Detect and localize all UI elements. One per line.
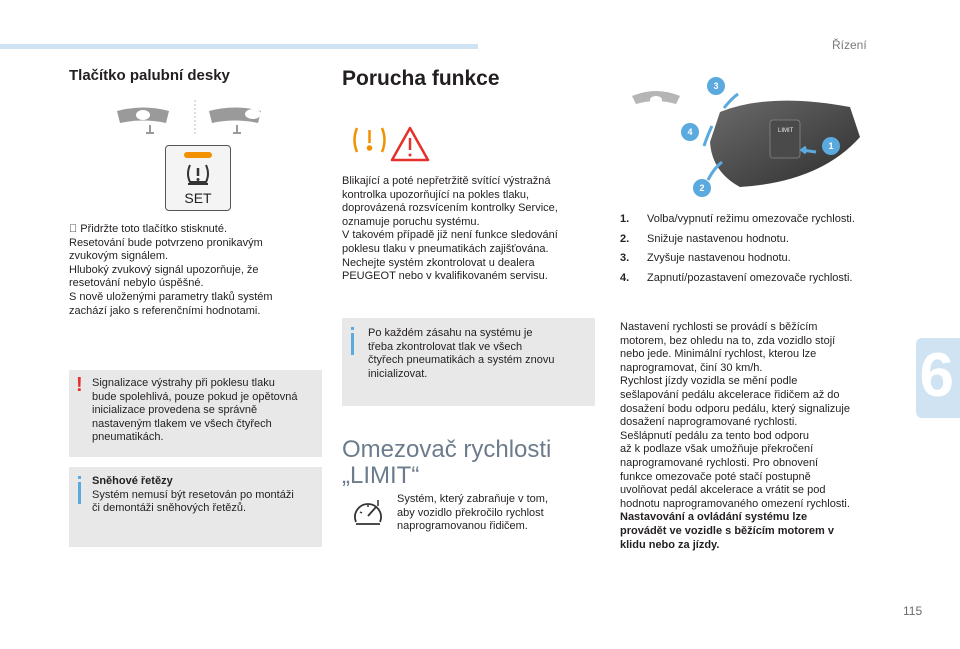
instruction-line: zvukovým signálem. (69, 250, 169, 263)
reinit-line: čtyřech pneumatikách a systém znovu (368, 354, 555, 367)
setting-line: naprogramovat, činí 30 km/h. (620, 361, 763, 374)
tire-pressure-warning-icon (184, 162, 212, 186)
legend-number: 4. (620, 271, 630, 284)
snow-chains-title: Sněhové řetězy (92, 475, 173, 487)
malfunction-line: kontrolka upozorňující na pokles tlaku, (342, 188, 530, 201)
setting-bold-line: provádět ve vozidle s běžícím motorem v (620, 524, 834, 537)
setting-bold-line: klidu nebo za jízdy. (620, 538, 720, 551)
legend-number: 2. (620, 232, 630, 245)
limiter-stalk-illustration (620, 72, 875, 207)
speed-limiter-title (342, 437, 562, 489)
arrow-2-icon (708, 162, 722, 180)
legend-number: 3. (620, 252, 630, 265)
legend-text: Zvyšuje nastavenou hodnotu. (647, 252, 791, 265)
setting-line: nebo jede. Minimální rychlost, kterou lze (620, 348, 817, 361)
header-accent-bar (0, 44, 478, 49)
limiter-line: aby vozidlo překročilo rychlost (397, 506, 544, 519)
setting-line: uvolňovat pedál akcelerace a vrátit se pod (620, 484, 826, 497)
warning-text (92, 377, 320, 445)
malfunction-title: Porucha funkce (342, 67, 500, 90)
arrow-3-icon (724, 94, 738, 108)
page-number: 115 (903, 604, 923, 618)
setting-line: funkce omezovače poté stačí postupně (620, 470, 811, 483)
control-legend (620, 213, 860, 291)
setting-line: až k podlaze však umožňuje překročení (620, 443, 814, 456)
legend-text: Zapnutí/pozastavení omezovače rychlosti. (647, 271, 853, 284)
setting-line: sešlapování pedálu akcelerace řidičem až do (620, 388, 840, 401)
instruction-line: Přidržte toto tlačítko stisknuté. (69, 223, 216, 235)
triangle-warning-icon (392, 128, 428, 160)
steering-wheel-mini-icon (632, 91, 680, 104)
legend-text: Volba/vypnutí režimu omezovače rychlosti. (647, 213, 855, 225)
callout-3-label: 3 (713, 81, 719, 91)
limiter-line: naprogramovanou řidičem. (397, 520, 528, 533)
malfunction-line: Nechejte systém zkontrolovat u dealera (342, 256, 535, 269)
speed-limiter-description (397, 493, 597, 534)
malfunction-warning-icons (352, 122, 432, 164)
speedometer-limit-icon (352, 498, 384, 530)
chapter-number: 6 (919, 341, 954, 410)
warning-line: bude spolehlivá, pouze pokud je opětovná (92, 390, 298, 403)
steering-wheel-icons (113, 98, 278, 138)
callout-2-label: 2 (699, 183, 705, 193)
legend-item (620, 272, 860, 286)
info-icon-dot (78, 476, 81, 479)
legend-text: Snižuje nastavenou hodnotu. (647, 232, 789, 245)
warning-line: Signalizace výstrahy při poklesu tlaku (92, 377, 275, 389)
callout-4-label: 4 (687, 127, 693, 137)
malfunction-line: Blikající a poté nepřetržitě svítící výstražná (342, 175, 551, 187)
setting-line: Nastavení rychlosti se provádí s běžícím (620, 321, 818, 333)
reinit-line: inicializovat. (368, 367, 428, 380)
malfunction-line: doprovázená rozsvícením kontrolky Service, (342, 202, 558, 215)
malfunction-text (342, 175, 582, 284)
info-icon (78, 482, 81, 504)
snow-chains-line: Systém nemusí být resetován po montáži (92, 488, 294, 501)
malfunction-line: oznamuje poruchu systému. (342, 215, 480, 228)
legend-item (620, 213, 860, 227)
instruction-line: resetování nebylo úspěšné. (69, 277, 204, 290)
setting-line: naprogramované rychlosti. Pro obnovení (620, 456, 819, 469)
tpms-set-button[interactable] (165, 145, 231, 211)
setting-line: Sešlápnutí pedálu za tento bod odporu (620, 429, 809, 442)
malfunction-line: PEUGEOT nebo v kvalifikovaném servisu. (342, 270, 548, 283)
malfunction-line: V takovém případě již není funkce sledování (342, 229, 558, 242)
tire-pressure-icon (355, 128, 385, 152)
warning-exclamation-icon: ! (76, 374, 83, 396)
setting-line: motorem, bez ohledu na to, zda vozidlo stojí (620, 334, 836, 347)
legend-number: 1. (620, 213, 630, 225)
warning-line: pneumatikách. (92, 431, 164, 444)
warning-line: inicializace provedena se správně (92, 404, 258, 417)
instruction-line: Resetování bude potvrzeno pronikavým (69, 236, 263, 249)
left-title: Tlačítko palubní desky (69, 67, 230, 84)
reinit-info-text (368, 327, 588, 381)
speed-setting-text (620, 321, 882, 552)
stalk-limit-label: LIMIT (778, 128, 794, 134)
snow-chains-line: či demontáži sněhových řetězů. (92, 502, 247, 515)
reset-instructions (69, 223, 314, 318)
reinit-line: Po každém zásahu na systému je (368, 327, 533, 339)
reinit-line: třeba zkontrolovat tlak ve všech (368, 340, 523, 353)
legend-item (620, 252, 860, 266)
instruction-line: S nově uloženými parametry tlaků systém (69, 290, 273, 303)
instruction-line: zachází jako s referenčními hodnotami. (69, 304, 261, 317)
setting-bold-line: Nastavování a ovládání systému lze (620, 511, 808, 524)
limiter-line: Systém, který zabraňuje v tom, (397, 493, 548, 505)
snow-chains-text (92, 475, 320, 516)
info-icon-dot (351, 327, 354, 330)
button-led-indicator (184, 152, 212, 158)
setting-line: dosažení bodu odporu pedálu, který signalizuje (620, 402, 850, 415)
info-icon (351, 333, 354, 355)
setting-line: dosažení naprogramované rychlosti. (620, 416, 798, 429)
instruction-line: Hluboký zvukový signál upozorňuje, že (69, 263, 259, 276)
steering-wheel-right-icon (209, 108, 261, 135)
steering-wheel-left-icon (117, 108, 169, 135)
callout-1-label: 1 (828, 141, 834, 151)
legend-item (620, 233, 860, 247)
malfunction-line: poklesu tlaku v pneumatikách zajišťována. (342, 242, 549, 255)
speed-limiter-title-line: „LIMIT“ (342, 462, 420, 489)
speed-limiter-title-line: Omezovač rychlosti (342, 436, 552, 463)
setting-line: hodnotu naprogramovaného omezení rychlosti. (620, 497, 850, 510)
section-label: Řízení (832, 38, 867, 52)
warning-line: nastaveným tlakem ve všech čtyřech (92, 417, 272, 430)
setting-line: Rychlost jízdy vozidla se mění podle (620, 375, 798, 388)
set-button-label: SET (184, 190, 212, 206)
